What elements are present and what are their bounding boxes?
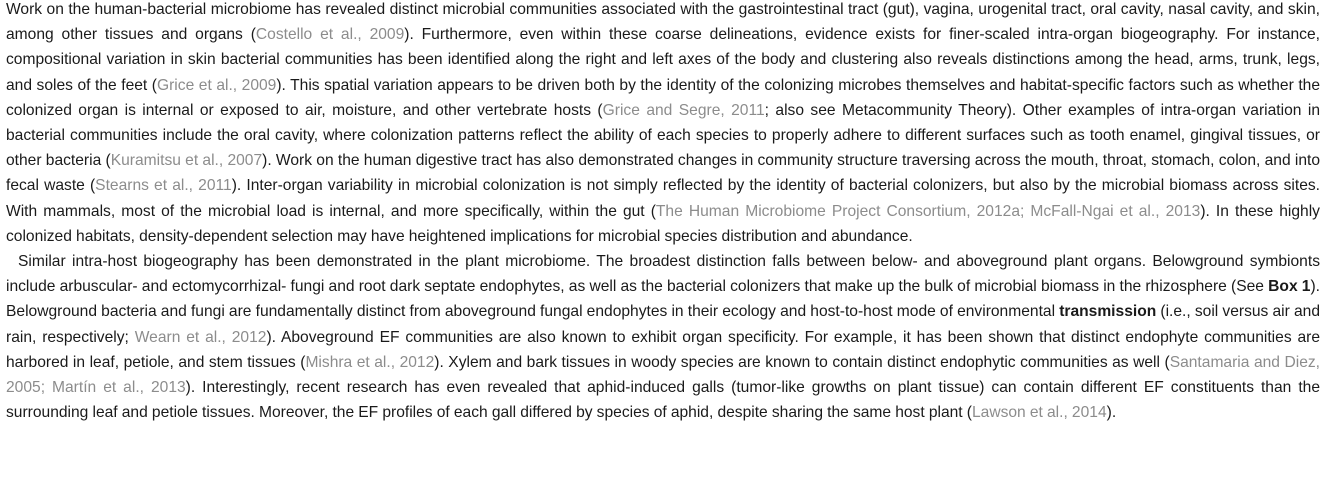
citation-link[interactable]: Kuramitsu et al., 2007 bbox=[110, 152, 263, 170]
text-run: (i.e., soil versus air and rain, respectively; bbox=[6, 303, 1320, 346]
text-run: ). Aboveground EF communities are also known to exhibit organ specificity. For example, it has been shown that distinct endophyte communities are harbored in leaf, petiole, and stem tissues ( bbox=[6, 328, 1321, 371]
text-run: ). bbox=[1106, 404, 1117, 422]
text-run: Work on the human-bacterial microbiome has revealed distinct microbial communities associated with the gastrointestinal tract (gut), vagina, urogenital tract, oral cavity, nasal cavity, and skin, among other tissues and organs ( bbox=[6, 1, 1320, 44]
citation-link[interactable]: The Human Microbiome Project Consortium, 2012a; McFall-Ngai et al., 2013 bbox=[655, 202, 1201, 220]
text-run: ). Furthermore, even within these coarse delineations, evidence exists for finer-scaled intra-organ biogeography. For instance, compositional variation in skin bacterial communities has been identified along the right and left axes of the body and clustering also reveals distinctions among the head, arms, trunk, legs, and soles of the feet ( bbox=[6, 26, 1320, 94]
text-run: ). Inter-organ variability in microbial colonization is not simply reflected by the identity of bacterial colonizers, but also by the microbial biomass across sites. With mammals, most of the microbial load is internal, and more specifically, within the gut ( bbox=[6, 177, 1320, 220]
bold-term: transmission bbox=[1059, 303, 1157, 321]
citation-link[interactable]: Stearns et al., 2011 bbox=[95, 177, 232, 195]
text-run: ). Xylem and bark tissues in woody species are known to contain distinct endophytic communities as well ( bbox=[434, 353, 1170, 371]
citation-link[interactable]: Wearn et al., 2012 bbox=[134, 328, 267, 346]
text-run: ). Interestingly, recent research has even revealed that aphid-induced galls (tumor-like growths on plant tissue) can contain different EF constituents than the surrounding leaf and petiole tissues. Moreover, the EF profiles of each gall differed by species of aphid, despite sharing the same host plant ( bbox=[6, 379, 1320, 422]
text-run: ). Work on the human digestive tract has also demonstrated changes in community structure traversing across the mouth, throat, stomach, colon, and into fecal waste ( bbox=[6, 152, 1321, 195]
bold-term: Box 1 bbox=[1268, 278, 1311, 296]
citation-link[interactable]: Costello et al., 2009 bbox=[255, 26, 405, 44]
paragraph-1 bbox=[6, 0, 1320, 249]
text-run: ; also see Metacommunity Theory). Other examples of intra-organ variation in bacterial communities include the oral cavity, where colonization patterns reflect the ability of each species to properly adhere to different surfaces such as tooth enamel, gingival tissues, or other bacteria ( bbox=[6, 101, 1321, 170]
citation-link[interactable]: Lawson et al., 2014 bbox=[971, 404, 1107, 422]
text-run: ). This spatial variation appears to be driven both by the identity of the colonizing microbes themselves and habitat-specific factors such as whether the colonized organ is internal or exposed to air, moisture, and other vertebrate hosts ( bbox=[6, 76, 1320, 119]
text-run: Similar intra-host biogeography has been demonstrated in the plant microbiome. The broadest distinction falls between below- and aboveground plant organs. Belowground symbionts include arbuscular- and ectomycorrhizal- fungi and root dark septate endophytes, as well as the bacterial colonizers that make up the bulk of microbial biomass in the rhizosphere (See bbox=[6, 253, 1320, 296]
citation-link[interactable]: Mishra et al., 2012 bbox=[305, 353, 435, 371]
text-run: ). In these highly colonized habitats, density-dependent selection may have heightened implications for microbial species distribution and abundance. bbox=[6, 202, 1320, 245]
citation-link[interactable]: Santamaria and Diez, 2005; Martín et al., 2013 bbox=[6, 353, 1320, 397]
text-run: ). Belowground bacteria and fungi are fundamentally distinct from aboveground fungal endophytes in their ecology and host-to-host mode of environmental bbox=[6, 278, 1321, 321]
citation-link[interactable]: Grice and Segre, 2011 bbox=[602, 101, 765, 119]
citation-link[interactable]: Grice et al., 2009 bbox=[156, 76, 277, 94]
paragraph-2 bbox=[6, 249, 1320, 425]
